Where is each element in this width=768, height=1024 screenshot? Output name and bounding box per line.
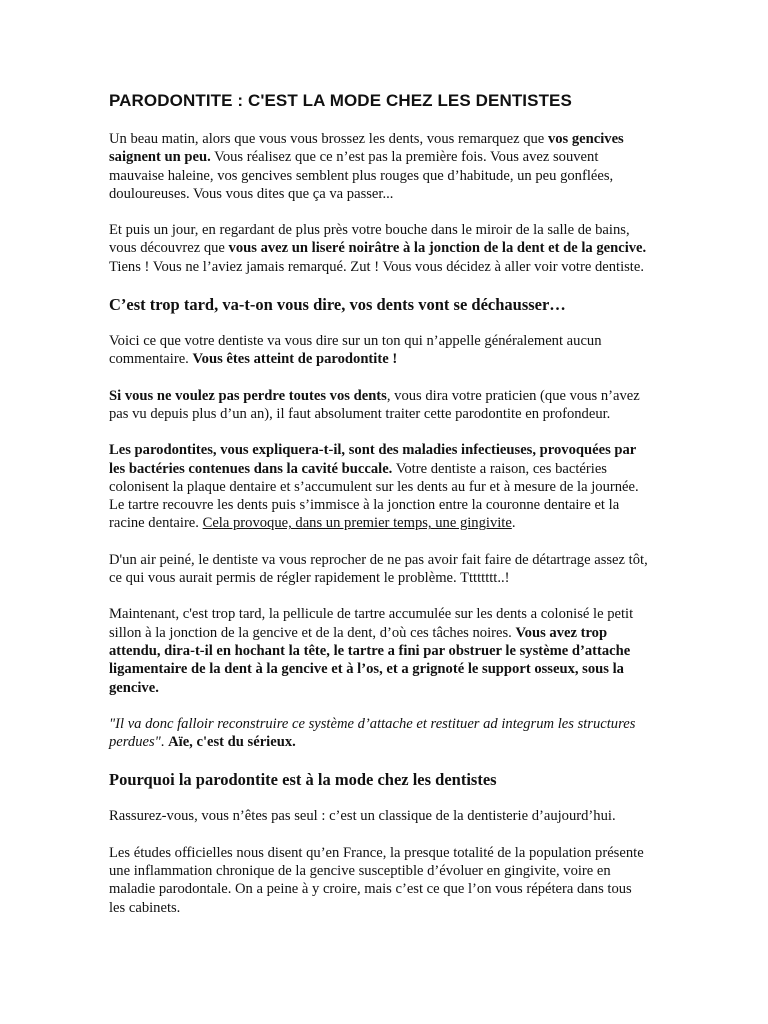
section-heading-2: Pourquoi la parodontite est à la mode chez les dentistes [109, 770, 497, 790]
paragraph-5-period: . [511, 515, 516, 532]
paragraph-4-bold: Si vous ne voulez pas perdre toutes vos dents [109, 387, 387, 404]
paragraph-5-text: Votre dentiste a raison, ces bactéries colonisent la plaque dentaire et s’accumulent sur les dents au fur et à mesure de la journée. Le tartre recouvre les dents puis s’immisce à la jonction entre la couronne dentaire et la racine dentaire. [109, 460, 639, 532]
paragraph-9: Rassurez-vous, vous n’êtes pas seul : c’est un classique de la dentisterie d’aujourd’hui. [109, 808, 616, 825]
paragraph-10: Les études officielles nous disent qu’en France, la presque totalité de la population présente une inflammation chronique de la gencive susceptible d’évoluer en gingivite, voire en maladie parodontale. On a peine à y croire, mais c’est ce que l’on vous répétera dans tous les cabinets. [109, 844, 644, 916]
paragraph-8 [109, 715, 649, 752]
paragraph-7-bold: Vous avez trop attendu, dira-t-il en hochant la tête, le tartre a fini par obstruer le système d’attache ligamentaire de la dent à la gencive et à l’os, et a grignoté le support osseux, sous la gencive. [109, 624, 631, 696]
paragraph-1-bold: vos gencives saignent un peu. [109, 131, 624, 166]
paragraph-3-text: Voici ce que votre dentiste va vous dire sur un ton qui n’appelle généralement aucun commentaire. [109, 333, 602, 368]
paragraph-5-underlined: Cela provoque, dans un premier temps, une gingivite [202, 515, 512, 532]
paragraph-2-bold: vous avez un liseré noirâtre à la jonction de la dent et de la gencive. [228, 240, 647, 257]
paragraph-7 [109, 605, 649, 696]
paragraph-1-text-end: Vous réalisez que ce n’est pas la première fois. Vous avez souvent mauvaise haleine, vos gencives semblent plus rouges que d’habitude, un peu gonflées, douloureuses. Vous vous dites que ça va passer... [109, 149, 614, 202]
paragraph-4-text: , vous dira votre praticien (que vous n’avez pas vu depuis plus d’un an), il faut absolument traiter cette parodontite en profondeur. [109, 387, 640, 422]
paragraph-2-text: Et puis un jour, en regardant de plus près votre bouche dans le miroir de la salle de bains, vous découvrez que [109, 222, 630, 257]
paragraph-4 [109, 387, 649, 424]
paragraph-8-sep: . [160, 734, 169, 751]
paragraph-1-text: Un beau matin, alors que vous vous brossez les dents, vous remarquez que [109, 131, 548, 147]
paragraph-8-bold: Aïe, c'est du sérieux. [168, 734, 296, 751]
paragraph-2-text-end: Tiens ! Vous ne l’aviez jamais remarqué. Zut ! Vous vous décidez à aller voir votre dentiste. [109, 258, 644, 275]
section-heading-1: C’est trop tard, va-t-on vous dire, vos dents vont se déchausser… [109, 295, 566, 315]
paragraph-1 [109, 130, 649, 203]
article-title: PARODONTITE : C'EST LA MODE CHEZ LES DENTISTES [109, 91, 572, 110]
paragraph-3 [109, 332, 649, 369]
paragraph-5-bold: Les parodontites, vous expliquera-t-il, sont des maladies infectieuses, provoquées par les bactéries contenues dans la cavité buccale. [109, 442, 637, 477]
article-body [109, 90, 649, 935]
paragraph-6: D'un air peiné, le dentiste va vous reprocher de ne pas avoir fait faire de détartrage assez tôt, ce qui vous aurait permis de régler rapidement le problème. Tttttttt..! [109, 551, 648, 587]
paragraph-8-quote: "Il va donc falloir reconstruire ce système d’attache et restituer ad integrum les structures perdues" [109, 715, 636, 751]
paragraph-3-bold: Vous êtes atteint de parodontite ! [192, 351, 398, 368]
paragraph-5 [109, 441, 649, 532]
paragraph-7-text: Maintenant, c'est trop tard, la pellicule de tartre accumulée sur les dents a colonisé le petit sillon à la jonction de la gencive et de la dent, d’où ces tâches noires. [109, 606, 634, 641]
paragraph-2 [109, 221, 649, 276]
